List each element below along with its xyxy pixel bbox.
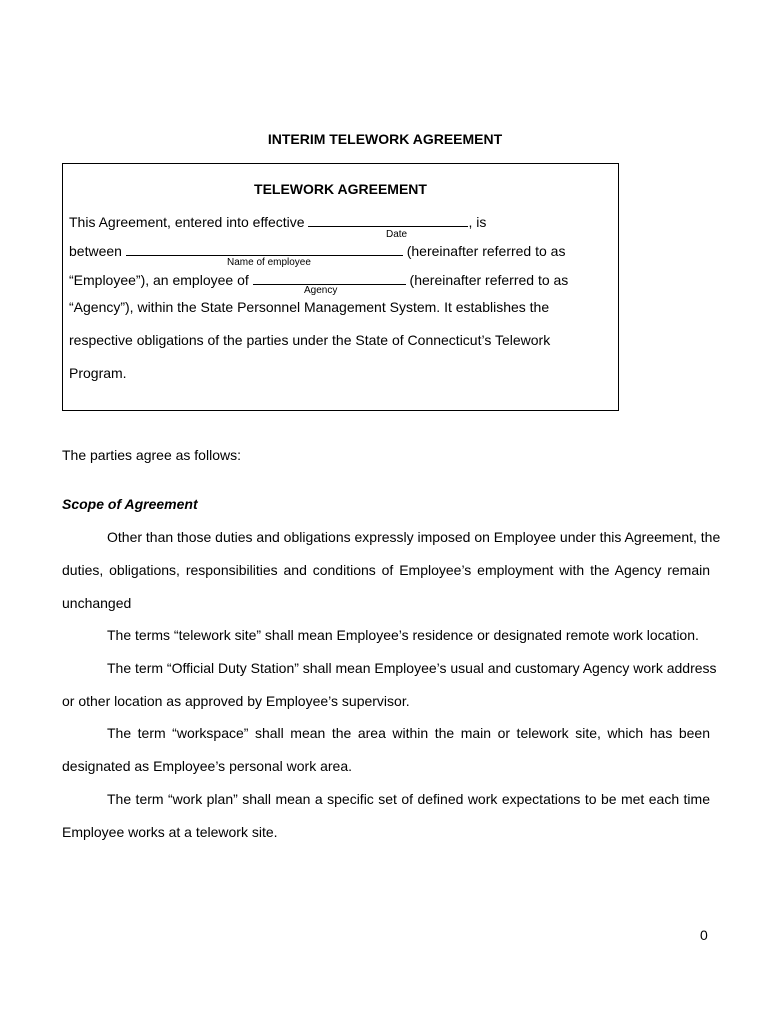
paragraph-5-line-1: The term “work plan” shall mean a specific set of defined work expectations to be met each time (107, 791, 710, 807)
agency-label: Agency (304, 285, 338, 296)
paragraph-4-line-1: The term “workspace” shall mean the area within the main or telework site, which has been (107, 725, 710, 741)
paragraph-2-line-1: The terms “telework site” shall mean Employee’s residence or designated remote work location. (107, 627, 699, 643)
date-label: Date (386, 229, 408, 240)
effective-date-line (69, 212, 486, 231)
line1-end: , is (468, 214, 487, 230)
box-heading: TELEWORK AGREEMENT (254, 181, 427, 197)
paragraph-3-line-1: The term “Official Duty Station” shall mean Employee’s usual and customary Agency work address (107, 660, 717, 676)
paragraph-3-line-2: or other location as approved by Employee’s supervisor. (62, 693, 410, 709)
page-number: 0 (700, 927, 708, 943)
paragraph-5-line-2: Employee works at a telework site. (62, 824, 278, 840)
employee-name-line (69, 241, 565, 260)
document-title: INTERIM TELEWORK AGREEMENT (267, 131, 503, 147)
agency-blank[interactable] (253, 270, 406, 285)
line3-end: (hereinafter referred to as (409, 272, 569, 288)
paragraph-1-line-1: Other than those duties and obligations expressly imposed on Employee under this Agreement, the (107, 529, 721, 545)
line1-start: This Agreement, entered into effective (69, 214, 305, 230)
line2-start: between (69, 243, 122, 259)
employee-name-label: Name of employee (227, 257, 311, 268)
line3-start: “Employee”), an employee of (69, 272, 249, 288)
box-line-4: “Agency”), within the State Personnel Management System. It establishes the (69, 299, 550, 315)
employee-name-blank[interactable] (126, 241, 403, 256)
line2-end: (hereinafter referred to as (406, 243, 566, 259)
box-line-6: Program. (69, 365, 127, 381)
paragraph-1-line-2: duties, obligations, responsibilities and conditions of Employee’s employment with the Agency remain (62, 562, 710, 578)
intro-text: The parties agree as follows: (62, 447, 241, 463)
paragraph-1-line-3: unchanged (62, 595, 132, 611)
box-line-5: respective obligations of the parties under the State of Connecticut’s Telework (69, 332, 551, 348)
paragraph-4-line-2: designated as Employee’s personal work area. (62, 758, 353, 774)
section-heading: Scope of Agreement (62, 496, 198, 512)
date-blank[interactable] (308, 212, 468, 227)
